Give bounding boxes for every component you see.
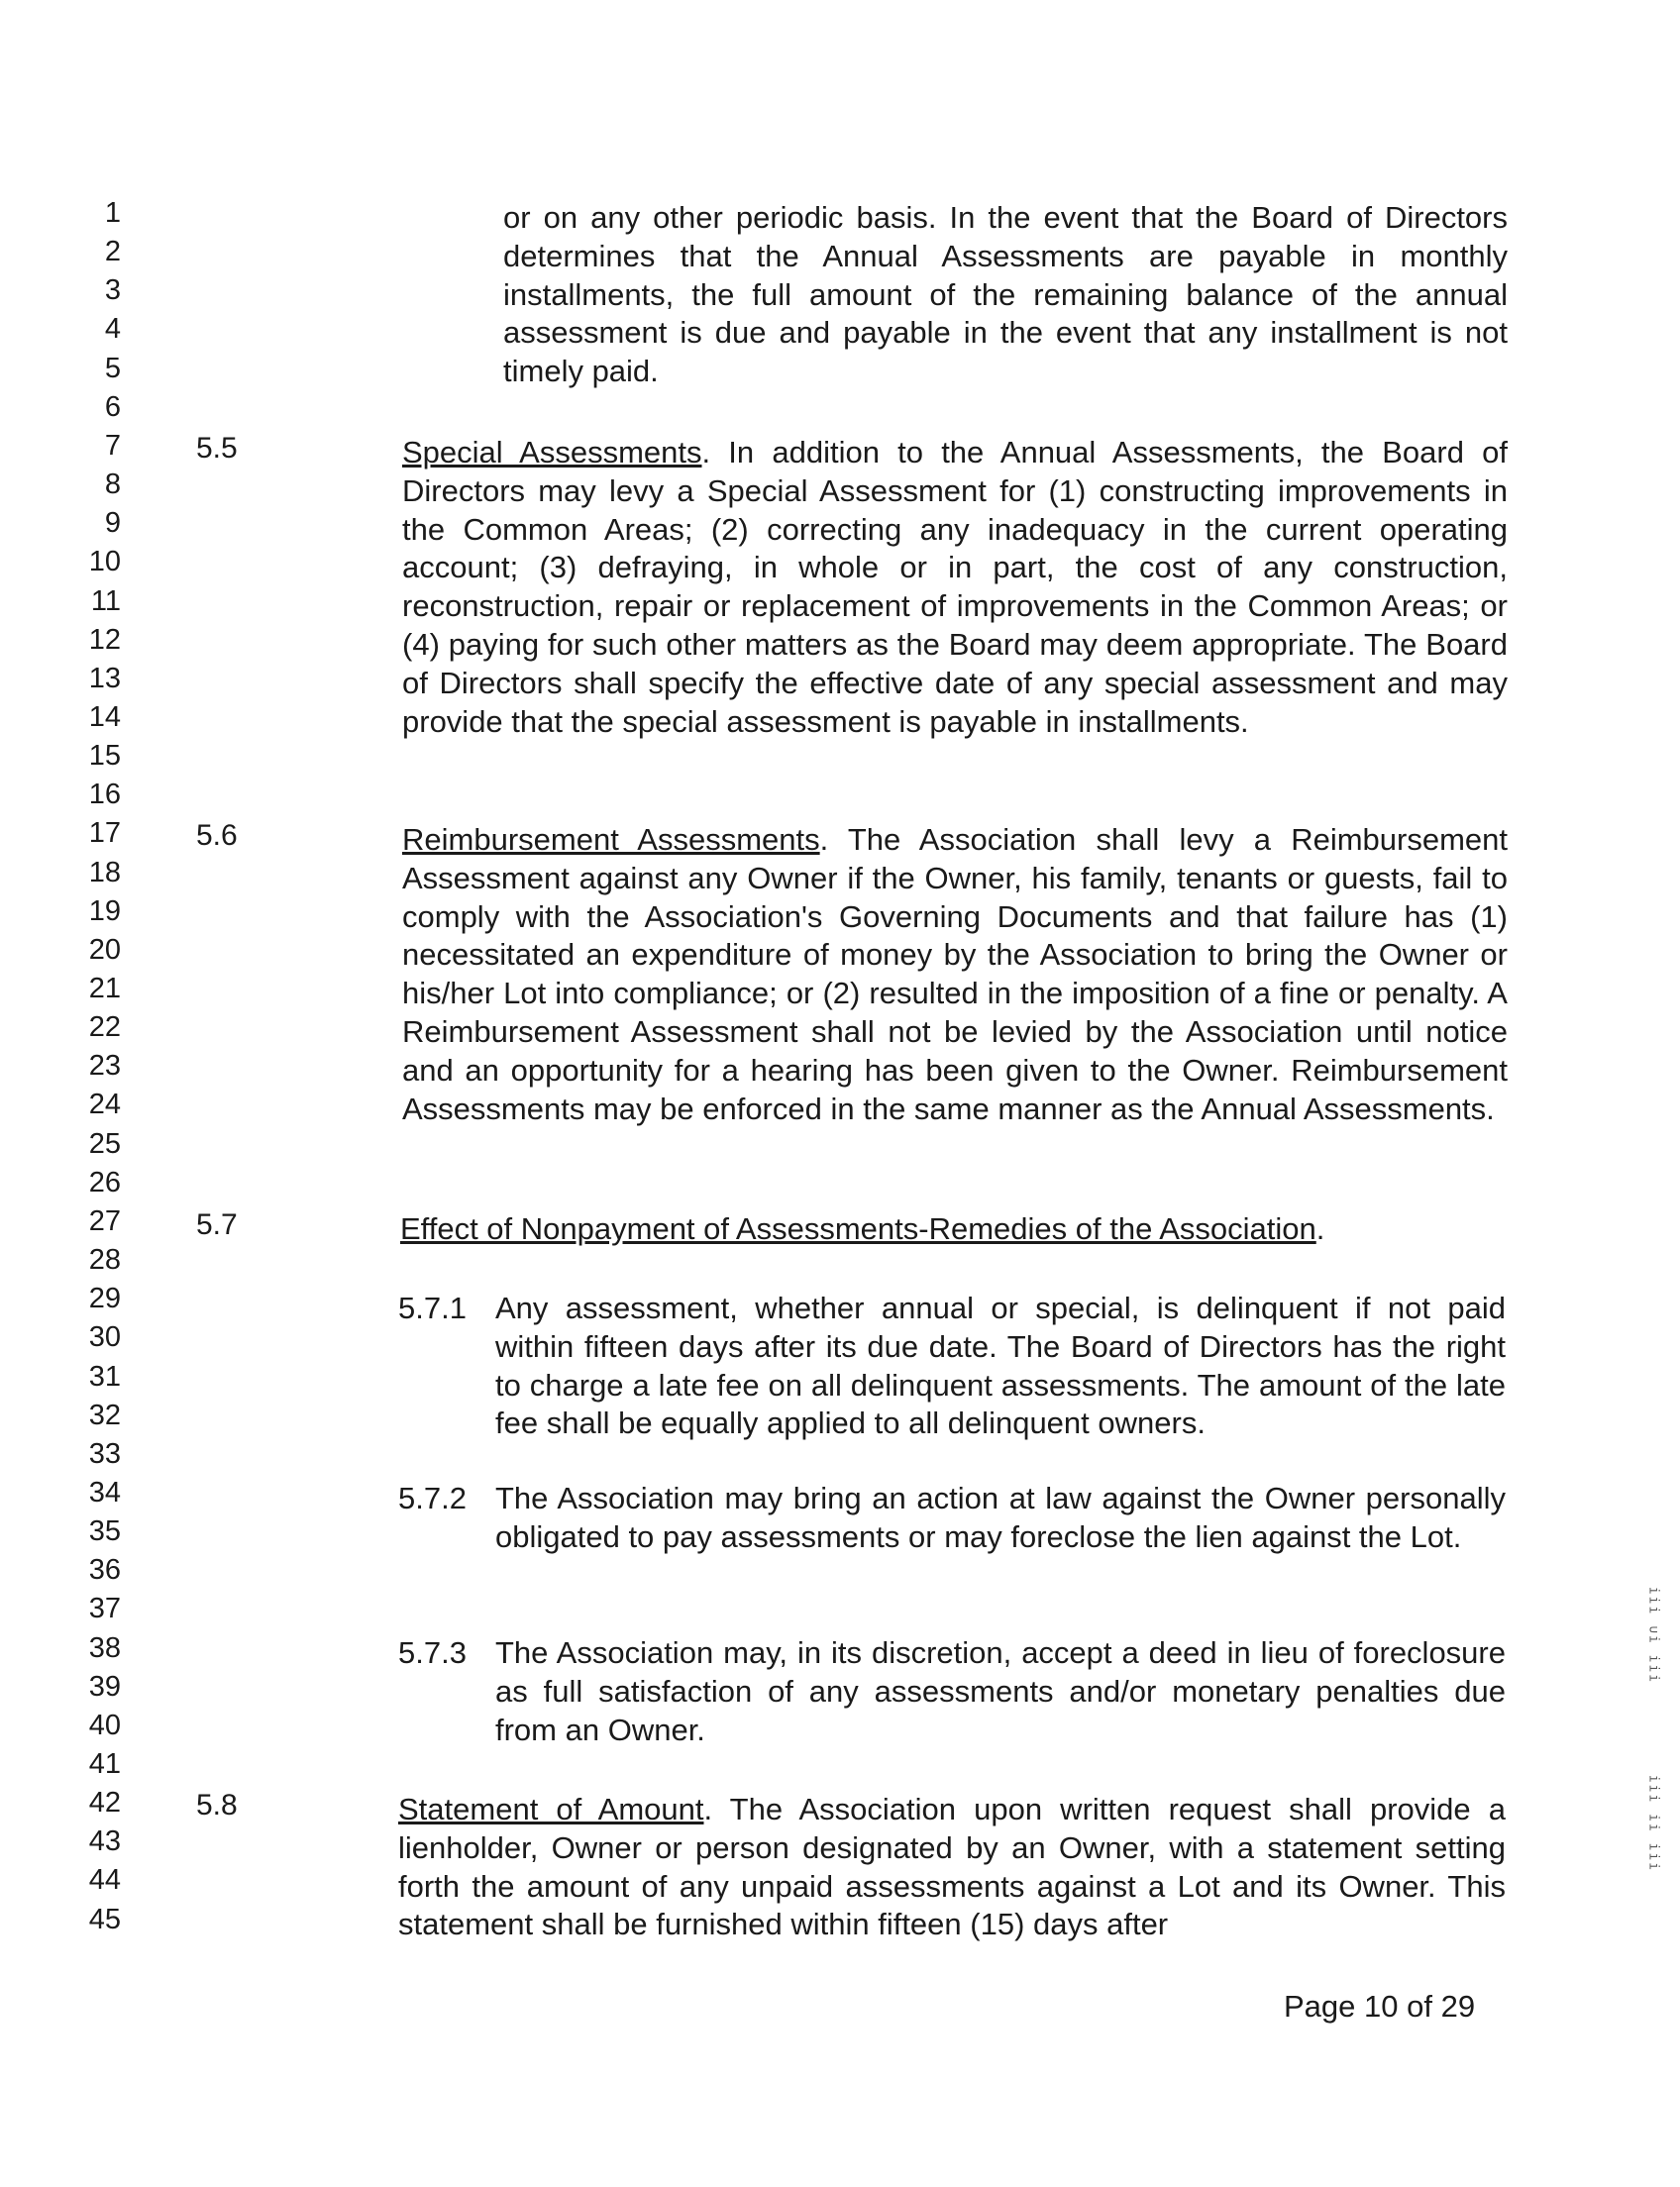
line-number: 3 xyxy=(104,274,121,307)
line-number: 19 xyxy=(88,894,121,927)
line-number: 32 xyxy=(88,1399,121,1431)
line-number: 34 xyxy=(88,1476,121,1509)
line-number: 18 xyxy=(88,856,121,888)
continuation-paragraph: or on any other periodic basis. In the event that the Board of Directors determines that the Annual Assessments are payable in monthly installments, the full amount of the remaining balance of the annual assessment is due and payable in the event that any installment is not timely paid. xyxy=(503,200,1508,389)
line-number: 42 xyxy=(88,1787,121,1820)
subsection-5-7-3 xyxy=(398,1634,1506,1753)
section-5-5-paragraph xyxy=(402,434,1508,741)
line-number: 1 xyxy=(104,197,121,229)
line-number: 15 xyxy=(88,740,121,773)
line-number: 43 xyxy=(88,1825,121,1858)
line-number: 23 xyxy=(88,1050,121,1083)
margin-stamp-bottom: ᴉᴉᴉ ᴉᴉ ᴉᴉᴉ xyxy=(1646,1773,1661,1871)
line-number: 17 xyxy=(88,817,121,850)
section-5-6-paragraph xyxy=(402,821,1508,1128)
line-number: 4 xyxy=(104,313,121,346)
line-number: 39 xyxy=(88,1670,121,1703)
line-number: 12 xyxy=(88,623,121,656)
line-number: 10 xyxy=(88,546,121,578)
line-number: 11 xyxy=(90,584,121,617)
line-number: 21 xyxy=(88,973,121,1004)
section-5-5-heading: Special Assessments xyxy=(402,435,702,469)
subsection-5-7-2 xyxy=(398,1480,1506,1599)
line-number: 20 xyxy=(88,933,121,966)
subsection-number: 5.7.2 xyxy=(398,1481,467,1515)
line-number: 29 xyxy=(88,1283,121,1315)
line-number: 45 xyxy=(88,1903,121,1935)
section-5-8-body: . The Association upon written request shall provide a lienholder, Owner or person designated by an Owner, with a statement setting forth the amount of any unpaid assessments against a Lot and its Owner. This statement shall be furnished within fifteen (15) days after xyxy=(398,1792,1506,1942)
section-number-5-7: 5.7 xyxy=(196,1208,238,1241)
subsection-number: 5.7.3 xyxy=(398,1635,467,1670)
line-number: 38 xyxy=(88,1631,121,1664)
section-5-7-heading: Effect of Nonpayment of Assessments-Remedies of the Association xyxy=(400,1211,1316,1246)
line-number: 25 xyxy=(88,1127,121,1160)
line-number: 41 xyxy=(88,1748,121,1780)
line-number: 44 xyxy=(88,1864,121,1897)
line-number: 9 xyxy=(104,507,121,540)
section-number-5-8: 5.8 xyxy=(196,1789,238,1822)
line-number: 8 xyxy=(104,469,121,501)
section-5-6-body: . The Association shall levy a Reimbursement Assessment against any Owner if the Owner, his family, tenants or guests, fail to comply with the Association's Governing Documents and that failure has (1) necessitated an expenditure of money by the Association to bring the Owner or his/her Lot into compliance; or (2) resulted in the imposition of a fine or penalty. A Reimbursement Assessment shall not be levied by the Association until notice and an opportunity for a hearing has been given to the Owner. Reimbursement Assessments may be enforced in the same manner as the Annual Assessments. xyxy=(402,822,1508,1126)
section-number-5-6: 5.6 xyxy=(196,819,238,852)
subsection-text: Any assessment, whether annual or special, is delinquent if not paid within fifteen days after its due date. The Board of Directors has the right to charge a late fee on all delinquent assessments. The amount of the late fee shall be equally applied to all delinquent owners. xyxy=(495,1291,1506,1441)
subsection-text: The Association may bring an action at law against the Owner personally obligated to pay assessments or may foreclose the lien against the Lot. xyxy=(495,1481,1506,1554)
margin-stamp-top: ᴉᴉᴉ ᴉ∩ ᴉᴉᴉ xyxy=(1646,1585,1661,1683)
line-number: 2 xyxy=(104,236,121,268)
line-number: 26 xyxy=(88,1166,121,1198)
line-number: 28 xyxy=(88,1244,121,1277)
line-number: 22 xyxy=(88,1011,121,1044)
subsection-text: The Association may, in its discretion, accept a deed in lieu of foreclosure as full satisfaction of any assessments and/or monetary penalties due from an Owner. xyxy=(495,1635,1506,1747)
section-number-5-5: 5.5 xyxy=(196,432,238,465)
section-5-5-body: . In addition to the Annual Assessments, the Board of Directors may levy a Special Assessment for (1) constructing improvements in the Common Areas; (2) correcting any inadequacy in the current operating account; (3) defraying, in whole or in part, the cost of any construction, reconstruction, repair or replacement of improvements in the Common Areas; or (4) paying for such other matters as the Board may deem appropriate. The Board of Directors shall specify the effective date of any special assessment and may provide that the special assessment is payable in installments. xyxy=(402,435,1508,739)
line-number: 7 xyxy=(104,429,121,462)
line-number: 33 xyxy=(88,1437,121,1470)
line-number: 6 xyxy=(104,390,121,423)
line-number: 36 xyxy=(88,1554,121,1587)
line-number: 16 xyxy=(88,779,121,811)
line-number: 5 xyxy=(104,352,121,384)
section-5-6-heading: Reimbursement Assessments xyxy=(402,822,820,857)
line-number: 31 xyxy=(88,1360,121,1393)
line-number: 14 xyxy=(88,700,121,733)
line-number: 24 xyxy=(88,1089,121,1121)
section-5-7-heading-end: . xyxy=(1315,1211,1325,1246)
line-number: 13 xyxy=(88,662,121,694)
line-number: 37 xyxy=(88,1593,121,1625)
line-number: 27 xyxy=(88,1204,121,1237)
section-5-8-paragraph xyxy=(398,1791,1506,1944)
section-5-7-heading-line xyxy=(400,1210,1508,1249)
line-number: 30 xyxy=(88,1321,121,1354)
section-5-8-heading: Statement of Amount xyxy=(398,1792,704,1826)
line-number: 40 xyxy=(88,1709,121,1741)
subsection-number: 5.7.1 xyxy=(398,1291,467,1325)
page-number-footer: Page 10 of 29 xyxy=(1284,1989,1476,2024)
line-number: 35 xyxy=(88,1515,121,1548)
subsection-5-7-1 xyxy=(398,1290,1506,1448)
